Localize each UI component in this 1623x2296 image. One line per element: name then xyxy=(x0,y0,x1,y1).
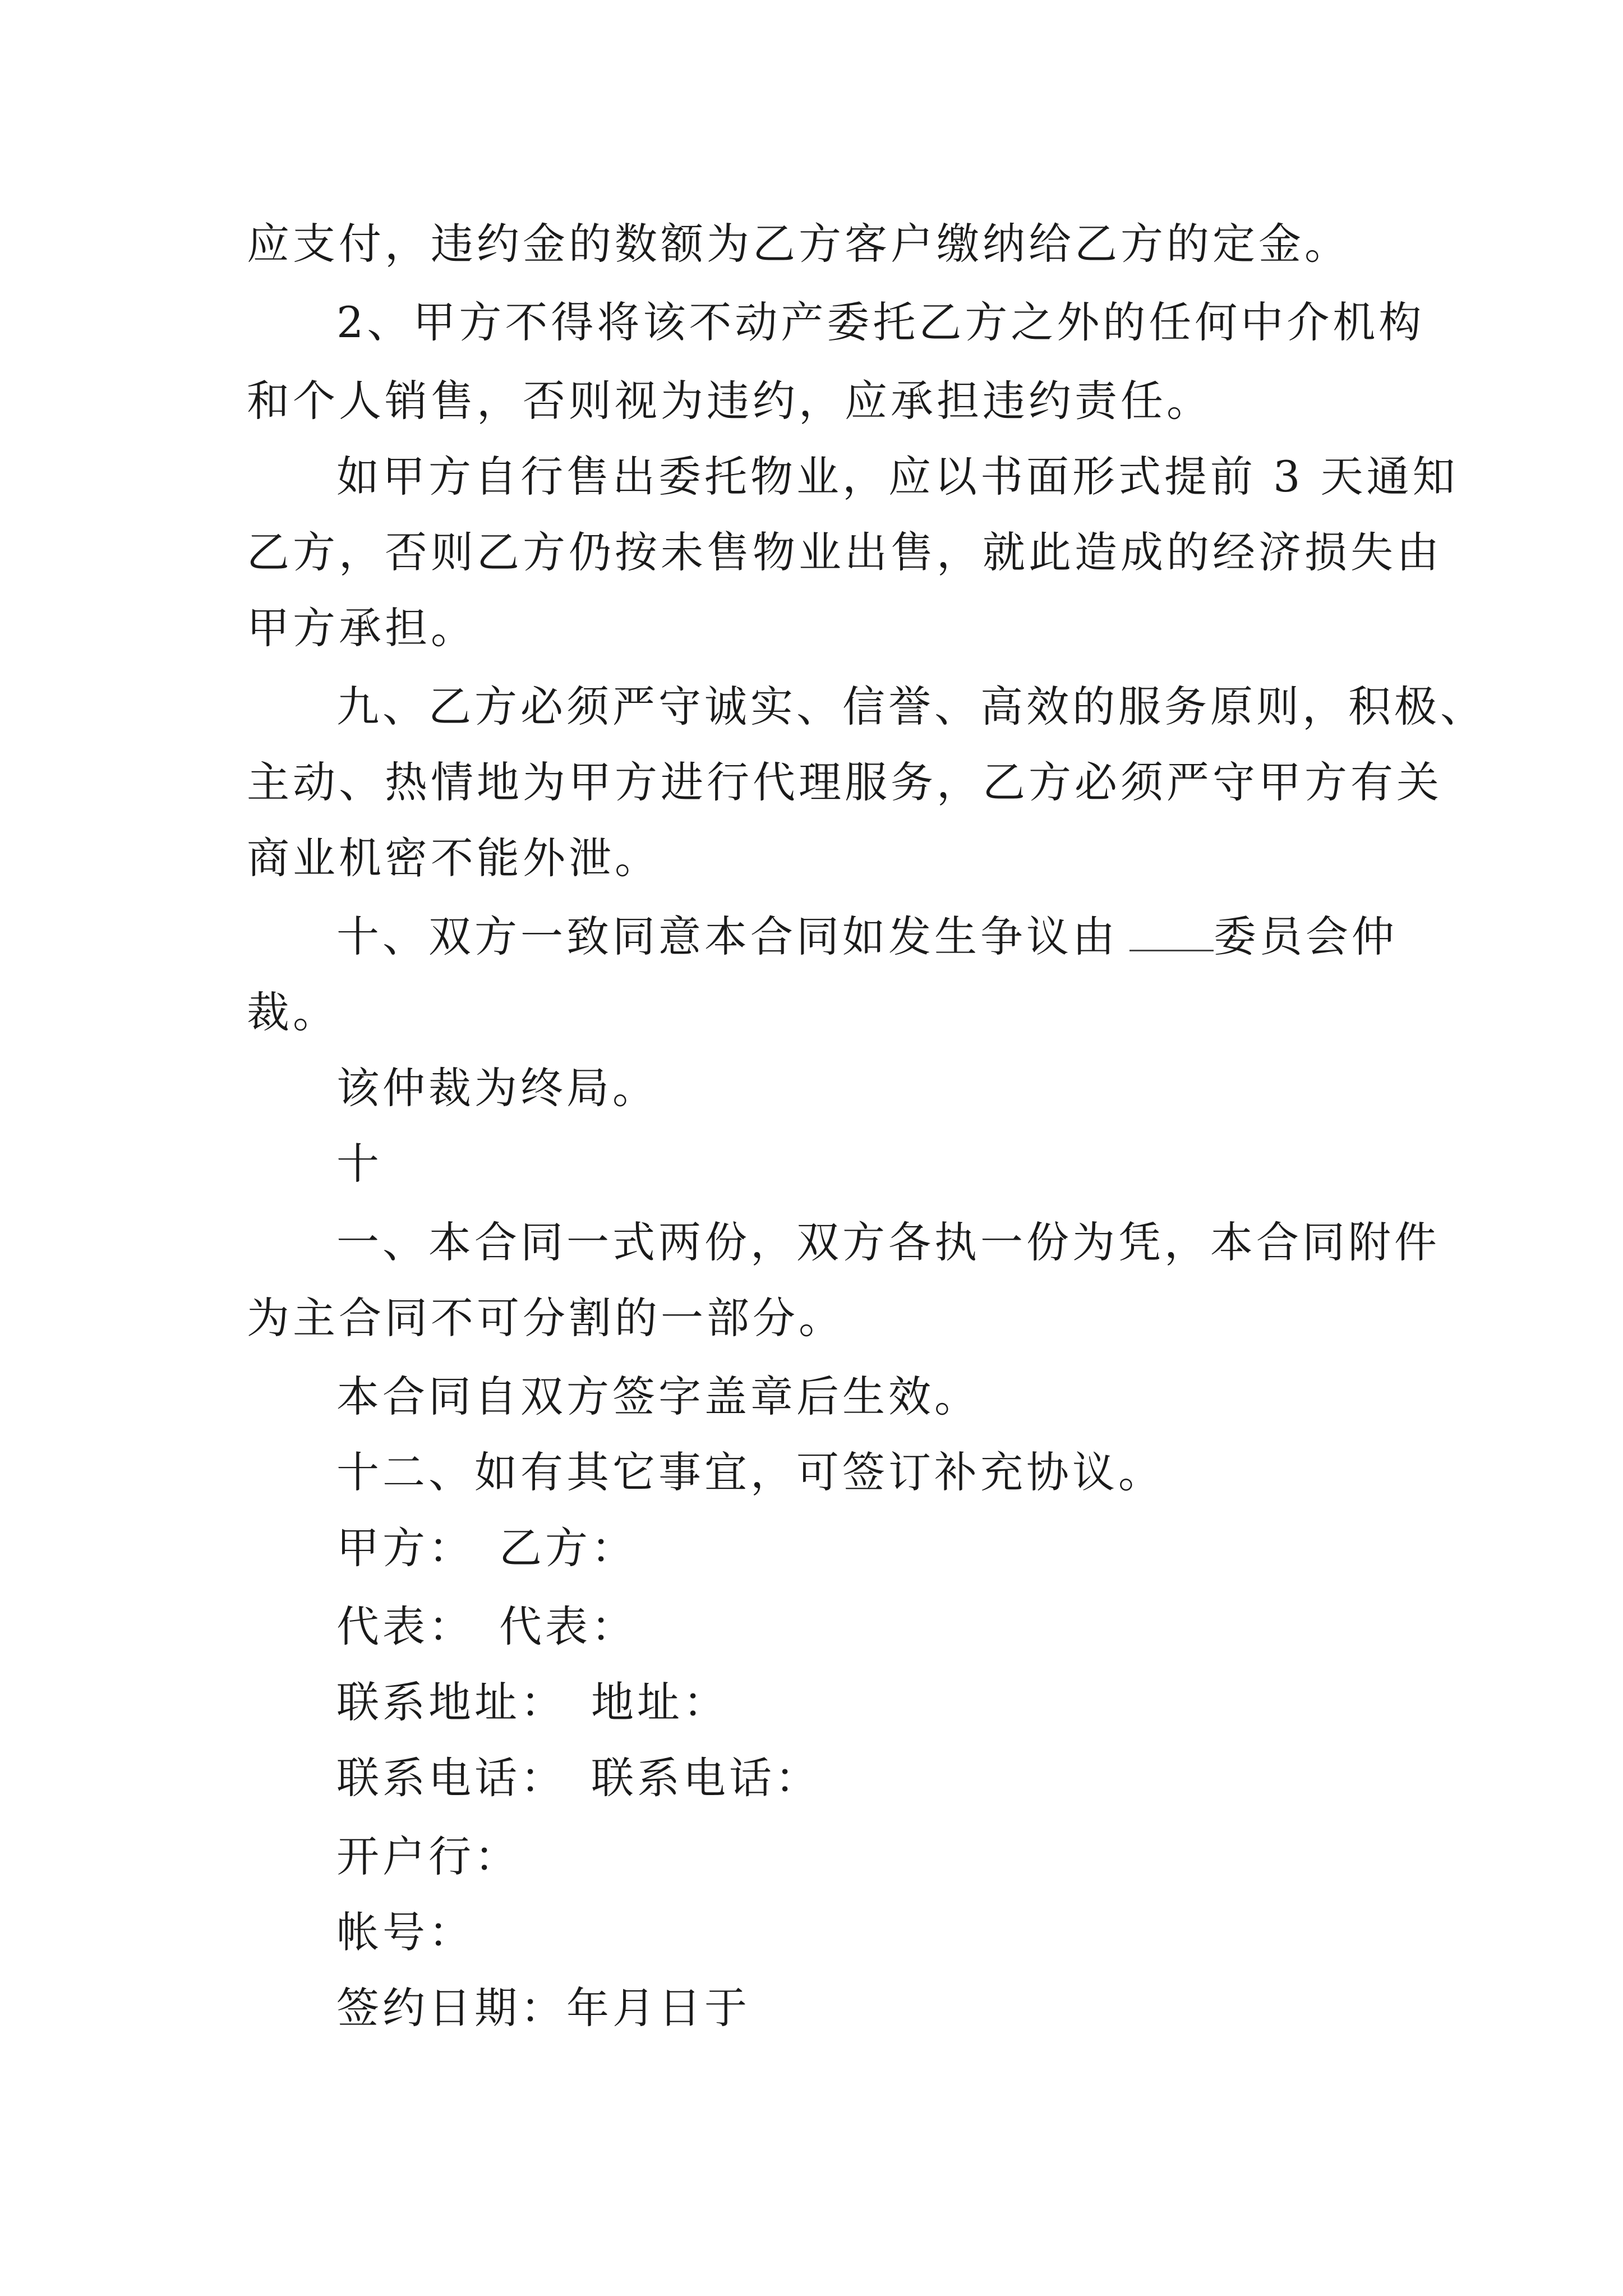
clause-8-2-line-1: 2、甲方不得将该不动产委托乙方之外的任何中介机构 xyxy=(336,297,1425,347)
clause-11-line-1: 一、本合同一式两份，双方各执一份为凭，本合同附件 xyxy=(336,1217,1440,1267)
clause-12-line: 十二、如有其它事宜，可签订补充协议。 xyxy=(336,1447,1164,1497)
paragraph-line: 应支付，违约金的数额为乙方客户缴纳给乙方的定金。 xyxy=(247,219,1350,269)
bank-line: 开户行： xyxy=(336,1832,520,1881)
effective-line: 本合同自双方签字盖章后生效。 xyxy=(336,1372,980,1421)
clause-10-text-end: 委员会仲 xyxy=(1214,912,1398,961)
representative-line: 代表： 代表： xyxy=(336,1602,637,1651)
clause-10-text: 十、双方一致同意本合同如发生争议由 xyxy=(336,912,1118,961)
clause-9-line-2: 主动、热情地为甲方进行代理服务，乙方必须严守甲方有关 xyxy=(247,757,1442,807)
self-sale-line-1: 如甲方自行售出委托物业，应以书面形式提前 3 天通知 xyxy=(336,452,1459,501)
clause-8-2-line-2: 和个人销售，否则视为违约，应承担违约责任。 xyxy=(247,376,1212,426)
clause-9-line-3: 商业机密不能外泄。 xyxy=(247,833,661,883)
arbitration-final-line: 该仲裁为终局。 xyxy=(336,1063,658,1113)
address-line: 联系地址： 地址： xyxy=(336,1677,729,1727)
clause-9-line-1: 九、乙方必须严守诚实、信誉、高效的服务原则，积极、 xyxy=(336,682,1486,731)
clause-10-line-2: 裁。 xyxy=(247,987,339,1037)
sign-date-line: 签约日期：年月日于 xyxy=(336,1983,750,2033)
clause-11-line-2: 为主合同不可分割的一部分。 xyxy=(247,1293,845,1343)
self-sale-line-2: 乙方，否则乙方仍按未售物业出售，就此造成的经济损失由 xyxy=(247,527,1442,577)
account-line: 帐号： xyxy=(336,1907,474,1957)
clause-11-heading: 十 xyxy=(336,1139,382,1189)
blank-underline xyxy=(1129,938,1214,951)
phone-line: 联系电话： 联系电话： xyxy=(336,1753,821,1803)
self-sale-line-3: 甲方承担。 xyxy=(247,603,477,653)
clause-10-line-1 xyxy=(336,909,1398,965)
party-line: 甲方： 乙方： xyxy=(336,1523,637,1573)
